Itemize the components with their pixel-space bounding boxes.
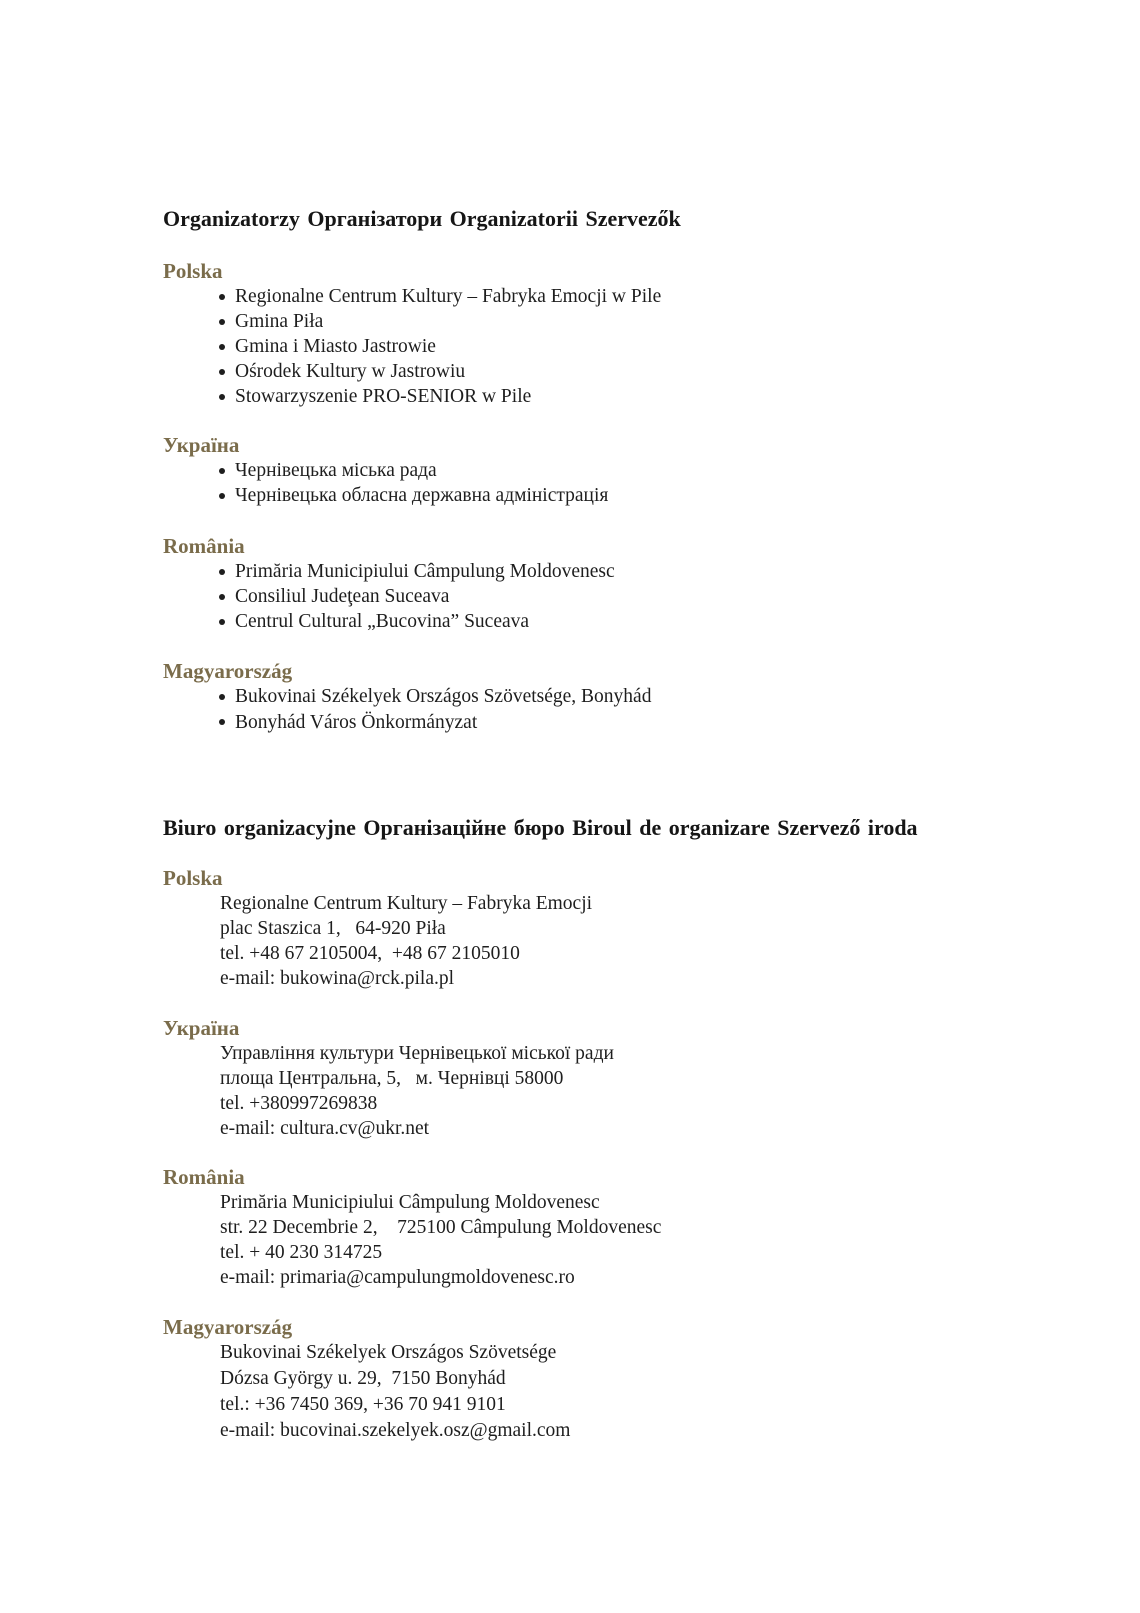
organizers-list-ukraine — [219, 458, 608, 508]
organizers-list-romania — [219, 559, 615, 634]
address-line: str. 22 Decembrie 2, 725100 Câmpulung Moldovenesc — [220, 1217, 662, 1238]
list-item: Чернівецька міська рада — [219, 458, 608, 483]
address-line: Dózsa György u. 29, 7150 Bonyhád — [220, 1368, 506, 1389]
email-text: e-mail: bucovinai.szekelyek.osz@gmail.com — [220, 1420, 571, 1441]
address-line: Bukovinai Székelyek Országos Szövetsége — [220, 1342, 557, 1363]
organizers-country-ukraine: Україна — [163, 433, 240, 457]
list-item: Centrul Cultural „Bucovina” Suceava — [219, 609, 615, 634]
address-line: tel. +48 67 2105004, +48 67 2105010 — [220, 943, 520, 964]
office-address-romania — [220, 1190, 661, 1290]
address-line: plac Staszica 1, 64-920 Piła — [220, 918, 446, 939]
email-text: e-mail: bukowina@rck.pila.pl — [220, 968, 455, 989]
organizers-list-hungary — [219, 684, 651, 736]
office-country-romania: România — [163, 1165, 245, 1189]
organizers-list-poland — [219, 284, 661, 409]
address-line: tel. +380997269838 — [220, 1093, 378, 1114]
office-country-hungary: Magyarország — [163, 1315, 293, 1339]
address-line: площа Центральна, 5, м. Чернівці 58000 — [220, 1068, 564, 1089]
list-item: Чернівецька обласна державна адміністрація — [219, 483, 608, 508]
office-address-ukraine — [220, 1041, 614, 1141]
list-item: Stowarzyszenie PRO-SENIOR w Pile — [219, 384, 661, 409]
list-item: Bukovinai Székelyek Országos Szövetsége, Bonyhád — [219, 684, 651, 709]
address-line: Управління культури Чернівецької міської ради — [220, 1043, 614, 1064]
organizers-country-hungary: Magyarország — [163, 659, 293, 683]
address-line: tel.: +36 7450 369, +36 70 941 9101 — [220, 1394, 506, 1415]
list-item: Regionalne Centrum Kultury – Fabryka Emocji w Pile — [219, 284, 661, 309]
list-item: Gmina i Miasto Jastrowie — [219, 334, 661, 359]
office-heading: Biuro organizacyjne Організаційне бюро Biroul de organizare Szervező iroda — [163, 815, 918, 840]
address-line: tel. + 40 230 314725 — [220, 1242, 383, 1263]
office-address-hungary — [220, 1340, 570, 1444]
address-line: Primăria Municipiului Câmpulung Moldovenesc — [220, 1192, 600, 1213]
list-item: Bonyhád Város Önkormányzat — [219, 709, 651, 736]
list-item: Gmina Piła — [219, 309, 661, 334]
organizers-heading: Organizatorzy Організатори Organizatorii Szervezők — [163, 206, 681, 231]
organizers-country-poland: Polska — [163, 259, 223, 283]
list-item: Ośrodek Kultury w Jastrowiu — [219, 359, 661, 384]
office-address-poland — [220, 891, 592, 991]
office-country-ukraine: Україна — [163, 1016, 240, 1040]
email-text: e-mail: cultura.cv@ukr.net — [220, 1118, 430, 1139]
email-text: e-mail: primaria@campulungmoldovenesc.ro — [220, 1267, 575, 1288]
address-line: Regionalne Centrum Kultury – Fabryka Emocji — [220, 893, 593, 914]
list-item: Consiliul Judeţean Suceava — [219, 584, 615, 609]
office-country-poland: Polska — [163, 866, 223, 890]
organizers-country-romania: România — [163, 534, 245, 558]
list-item: Primăria Municipiului Câmpulung Moldovenesc — [219, 559, 615, 584]
